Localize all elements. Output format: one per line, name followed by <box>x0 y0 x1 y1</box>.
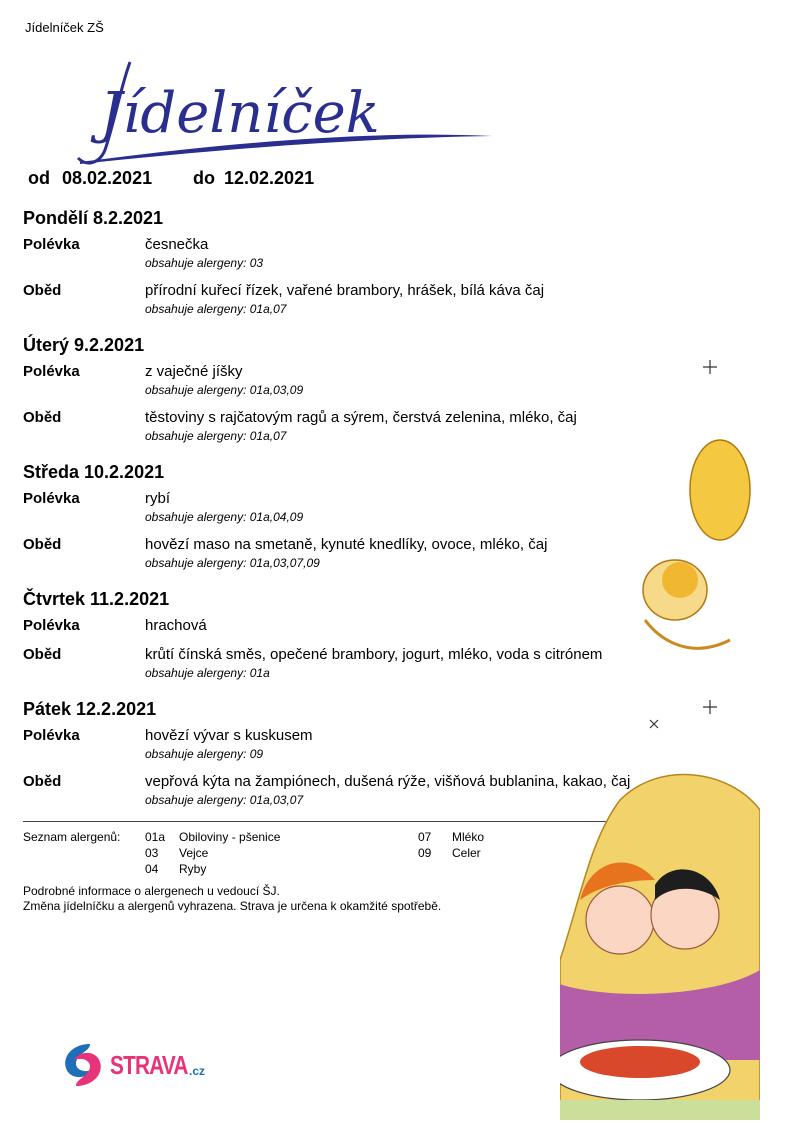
soup-text: česnečka <box>145 236 209 253</box>
lunch-label: Oběd <box>23 409 62 426</box>
footer-note-2: Změna jídelníčku a alergenů vyhrazena. Strava je určena k okamžité spotřebě. <box>23 899 442 913</box>
allergen-code: 09 <box>418 846 432 860</box>
soup-label: Polévka <box>23 727 80 744</box>
lunch-allergens: obsahuje alergeny: 01a,07 <box>145 302 287 316</box>
strava-name: STRAVA <box>110 1049 188 1080</box>
lunch-text: hovězí maso na smetaně, kynuté knedlíky, ovoce, mléko, čaj <box>145 536 548 553</box>
strava-swoosh-icon <box>60 1040 106 1090</box>
soup-allergens: obsahuje alergeny: 01a,03,09 <box>145 383 304 397</box>
allergen-name: Ryby <box>179 862 207 876</box>
lunch-allergens: obsahuje alergeny: 01a,07 <box>145 429 287 443</box>
soup-text: z vaječné jíšky <box>145 363 243 380</box>
lunch-label: Oběd <box>23 282 62 299</box>
lunch-text: krůtí čínská směs, opečené brambory, jogurt, mléko, voda s citrónem <box>145 646 603 663</box>
soup-label: Polévka <box>23 617 80 634</box>
soup-allergens: obsahuje alergeny: 01a,04,09 <box>145 510 304 524</box>
allergen-code: 07 <box>418 830 432 844</box>
date-from: 08.02.2021 <box>62 168 153 188</box>
lunch-label: Oběd <box>23 536 62 553</box>
soup-label: Polévka <box>23 236 80 253</box>
allergen-code: 01a <box>145 830 166 844</box>
allergen-name: Obiloviny - pšenice <box>179 830 281 844</box>
soup-label: Polévka <box>23 363 80 380</box>
allergen-name: Vejce <box>179 846 209 860</box>
date-to-label: do <box>193 168 215 188</box>
day-title: Pondělí 8.2.2021 <box>23 208 164 228</box>
soup-label: Polévka <box>23 490 80 507</box>
strava-suffix: .cz <box>189 1064 206 1078</box>
lunch-allergens: obsahuje alergeny: 01a,03,07 <box>145 793 304 807</box>
soup-allergens: obsahuje alergeny: 09 <box>145 747 264 761</box>
strava-logo <box>60 1040 205 1090</box>
date-from-label: od <box>28 168 50 188</box>
lunch-text: těstoviny s rajčatovým ragů a sýrem, čerstvá zelenina, mléko, čaj <box>145 409 577 426</box>
soup-text: hovězí vývar s kuskusem <box>145 727 313 744</box>
lunch-allergens: obsahuje alergeny: 01a <box>145 666 270 680</box>
date-to: 12.02.2021 <box>224 168 315 188</box>
allergen-legend-label: Seznam alergenů: <box>23 830 121 844</box>
soup-text: rybí <box>145 490 171 507</box>
script-title-text: Jídelníček <box>100 81 380 146</box>
allergen-name: Mléko <box>452 830 485 844</box>
script-title-logo <box>60 50 500 180</box>
decorative-illustration <box>560 340 760 1120</box>
soup-text: hrachová <box>145 617 207 634</box>
lunch-allergens: obsahuje alergeny: 01a,03,07,09 <box>145 556 320 570</box>
allergen-code: 03 <box>145 846 159 860</box>
allergen-name: Celer <box>452 846 481 860</box>
day-title: Čtvrtek 11.2.2021 <box>23 589 170 609</box>
day-title: Úterý 9.2.2021 <box>23 335 145 355</box>
lunch-text: vepřová kýta na žampiónech, dušená rýže, višňová bublanina, kakao, čaj <box>145 773 631 790</box>
footer-note-1: Podrobné informace o alergenech u vedoucí ŠJ. <box>23 884 280 898</box>
lunch-text: přírodní kuřecí řízek, vařené brambory, hrášek, bílá káva čaj <box>145 282 545 299</box>
header-title: Jídelníček ZŠ <box>25 20 104 35</box>
soup-allergens: obsahuje alergeny: 03 <box>145 256 264 270</box>
day-title: Pátek 12.2.2021 <box>23 699 157 719</box>
lunch-label: Oběd <box>23 646 62 663</box>
lunch-label: Oběd <box>23 773 62 790</box>
day-title: Středa 10.2.2021 <box>23 462 165 482</box>
allergen-code: 04 <box>145 862 159 876</box>
